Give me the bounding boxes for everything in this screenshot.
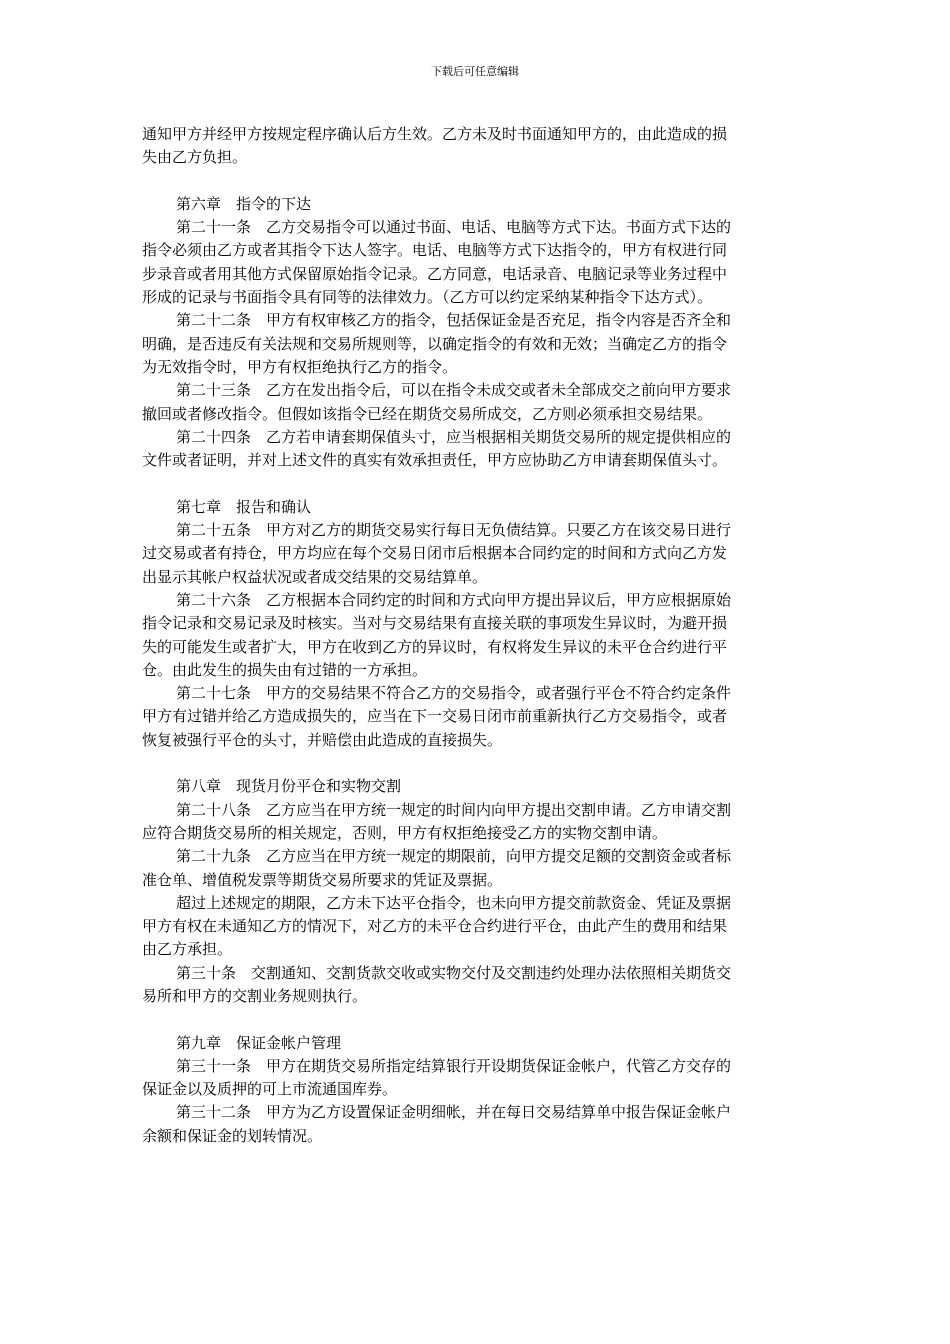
text-line: 第七章 报告和确认 — [176, 497, 312, 516]
text-line: 第二十三条 乙方在发出指令后，可以在指令未成交或者未全部成交之前向甲方要求 — [176, 381, 732, 400]
page-header: 下载后可任意编辑 — [431, 65, 519, 78]
text-line: 出显示其帐户权益状况或者成交结果的交易结算单。 — [142, 567, 488, 586]
text-line: 由乙方承担。 — [142, 940, 233, 959]
text-line: 第三十条 交割通知、交割货款交收或实物交付及交割违约处理办法依照相关期货交 — [176, 963, 732, 982]
text-line: 第六章 指令的下达 — [176, 194, 312, 213]
paragraph-gap — [142, 170, 812, 193]
text-line: 第二十一条 乙方交易指令可以通过书面、电话、电脑等方式下达。书面方式下达的 — [176, 218, 732, 237]
paragraph-gap — [142, 472, 812, 495]
text-line: 应符合期货交易所的相关规定，否则，甲方有权拒绝接受乙方的实物交割申请。 — [142, 823, 668, 842]
text-line: 第二十八条 乙方应当在甲方统一规定的时间内向甲方提出交割申请。乙方申请交割 — [176, 800, 732, 819]
text-line: 恢复被强行平仓的头寸，并赔偿由此造成的直接损失。 — [142, 730, 503, 749]
text-line: 指令记录和交易记录及时核实。当对与交易结果有直接关联的事项发生异议时，为避开损 — [142, 614, 728, 633]
text-line: 第二十二条 甲方有权审核乙方的指令，包括保证金是否充足，指令内容是否齐全和 — [176, 311, 732, 330]
text-line: 形成的记录与书面指令具有同等的法律效力。（乙方可以约定采纳某种指令下达方式）。 — [142, 288, 713, 307]
text-line: 第二十七条 甲方的交易结果不符合乙方的交易指令，或者强行平仓不符合约定条件 — [176, 684, 732, 703]
text-line: 第三十二条 甲方为乙方设置保证金明细帐，并在每日交易结算单中报告保证金帐户 — [176, 1103, 732, 1122]
text-line: 第九章 保证金帐户管理 — [176, 1033, 342, 1052]
text-line: 文件或者证明，并对上述文件的真实有效承担责任，甲方应协助乙方申请套期保值头寸。 — [142, 451, 728, 470]
paragraph-gap — [142, 1008, 812, 1031]
paragraph-gap — [142, 752, 812, 775]
text-line: 撤回或者修改指令。但假如该指令已经在期货交易所成交，乙方则必须承担交易结果。 — [142, 404, 713, 423]
text-line: 第二十九条 乙方应当在甲方统一规定的期限前，向甲方提交足额的交割资金或者标 — [176, 847, 732, 866]
text-line: 甲方有权在未通知乙方的情况下，对乙方的未平仓合约进行平仓，由此产生的费用和结果 — [142, 917, 728, 936]
text-line: 余额和保证金的划转情况。 — [142, 1126, 323, 1145]
text-line: 明确，是否违反有关法规和交易所规则等，以确定指令的有效和无效；当确定乙方的指令 — [142, 334, 728, 353]
text-line: 第三十一条 甲方在期货交易所指定结算银行开设期货保证金帐户，代管乙方交存的 — [176, 1056, 732, 1075]
text-line: 过交易或者有持仓，甲方均应在每个交易日闭市后根据本合同约定的时间和方式向乙方发 — [142, 544, 728, 563]
text-line: 准仓单、增值税发票等期货交易所要求的凭证及票据。 — [142, 870, 503, 889]
text-line: 超过上述规定的期限，乙方未下达平仓指令，也未向甲方提交前款资金、凭证及票据 — [176, 893, 732, 912]
text-line: 通知甲方并经甲方按规定程序确认后方生效。乙方未及时书面通知甲方的，由此造成的损 — [142, 125, 728, 143]
text-line: 第二十四条 乙方若申请套期保值头寸，应当根据相关期货交易所的规定提供相应的 — [176, 427, 732, 446]
text-line: 为无效指令时，甲方有权拒绝执行乙方的指令。 — [142, 357, 458, 376]
text-line: 指令必须由乙方或者其指令下达人签字。电话、电脑等方式下达指令的，甲方有权进行同 — [142, 241, 728, 260]
document-body — [142, 123, 812, 1148]
text-line: 易所和甲方的交割业务规则执行。 — [142, 986, 368, 1005]
text-line: 步录音或者用其他方式保留原始指令记录。乙方同意，电话录音、电脑记录等业务过程中 — [142, 264, 728, 283]
text-line: 第八章 现货月份平仓和实物交割 — [176, 777, 402, 796]
text-line: 失由乙方负担。 — [142, 148, 248, 167]
text-line: 甲方有过错并给乙方造成损失的，应当在下一交易日闭市前重新执行乙方交易指令，或者 — [142, 707, 728, 726]
text-line: 仓。由此发生的损失由有过错的一方承担。 — [142, 660, 428, 679]
text-line: 第二十五条 甲方对乙方的期货交易实行每日无负债结算。只要乙方在该交易日进行 — [176, 521, 732, 540]
text-line: 失的可能发生或者扩大，甲方在收到乙方的异议时，有权将发生异议的未平仓合约进行平 — [142, 637, 728, 656]
text-line: 第二十六条 乙方根据本合同约定的时间和方式向甲方提出异议后，甲方应根据原始 — [176, 590, 732, 609]
text-line: 保证金以及质押的可上市流通国库券。 — [142, 1080, 398, 1099]
